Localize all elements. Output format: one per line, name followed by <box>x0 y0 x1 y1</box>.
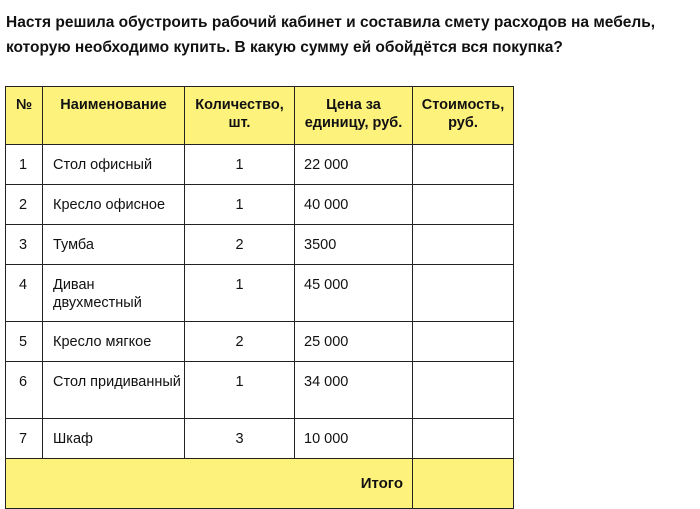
row-quantity: 2 <box>185 322 295 362</box>
table-row <box>6 265 514 322</box>
header-name: Наименование <box>43 87 185 145</box>
table-row <box>6 225 514 265</box>
row-price: 22 000 <box>295 145 413 185</box>
row-number: 4 <box>6 265 43 322</box>
row-name: Кресло офисное <box>43 185 185 225</box>
header-quantity: Количество, шт. <box>185 87 295 145</box>
row-number: 7 <box>6 419 43 459</box>
row-price: 10 000 <box>295 419 413 459</box>
row-cost[interactable] <box>413 185 514 225</box>
row-name: Диван двухместный <box>43 265 185 322</box>
row-cost[interactable] <box>413 322 514 362</box>
row-quantity: 1 <box>185 265 295 322</box>
table-header-row <box>6 87 514 145</box>
row-cost[interactable] <box>413 362 514 419</box>
row-name: Тумба <box>43 225 185 265</box>
row-cost[interactable] <box>413 145 514 185</box>
row-name: Шкаф <box>43 419 185 459</box>
row-number: 2 <box>6 185 43 225</box>
row-number: 3 <box>6 225 43 265</box>
total-row <box>6 459 514 509</box>
header-number: № <box>6 87 43 145</box>
table-row <box>6 322 514 362</box>
row-number: 6 <box>6 362 43 419</box>
row-cost[interactable] <box>413 419 514 459</box>
row-quantity: 1 <box>185 145 295 185</box>
row-cost[interactable] <box>413 225 514 265</box>
row-price: 3500 <box>295 225 413 265</box>
row-quantity: 1 <box>185 185 295 225</box>
estimate-table <box>5 86 514 509</box>
row-price: 25 000 <box>295 322 413 362</box>
row-quantity: 1 <box>185 362 295 419</box>
task-text: Настя решила обустроить рабочий кабинет и составила смету расходов на мебель, которую необходимо купить. В какую сумму ей обойдётся вся покупка? <box>6 14 656 56</box>
table-row <box>6 419 514 459</box>
row-cost[interactable] <box>413 265 514 322</box>
row-price: 34 000 <box>295 362 413 419</box>
total-cost[interactable] <box>413 459 514 509</box>
row-price: 45 000 <box>295 265 413 322</box>
row-quantity: 2 <box>185 225 295 265</box>
header-price: Цена за единицу, руб. <box>295 87 413 145</box>
row-quantity: 3 <box>185 419 295 459</box>
row-price: 40 000 <box>295 185 413 225</box>
table-row <box>6 185 514 225</box>
row-name: Стол офисный <box>43 145 185 185</box>
row-number: 5 <box>6 322 43 362</box>
row-name: Кресло мягкое <box>43 322 185 362</box>
total-label: Итого <box>6 459 413 509</box>
header-cost: Стоимость, руб. <box>413 87 514 145</box>
table-row <box>6 145 514 185</box>
row-number: 1 <box>6 145 43 185</box>
row-name: Стол придиванный <box>43 362 185 419</box>
table-row <box>6 362 514 419</box>
